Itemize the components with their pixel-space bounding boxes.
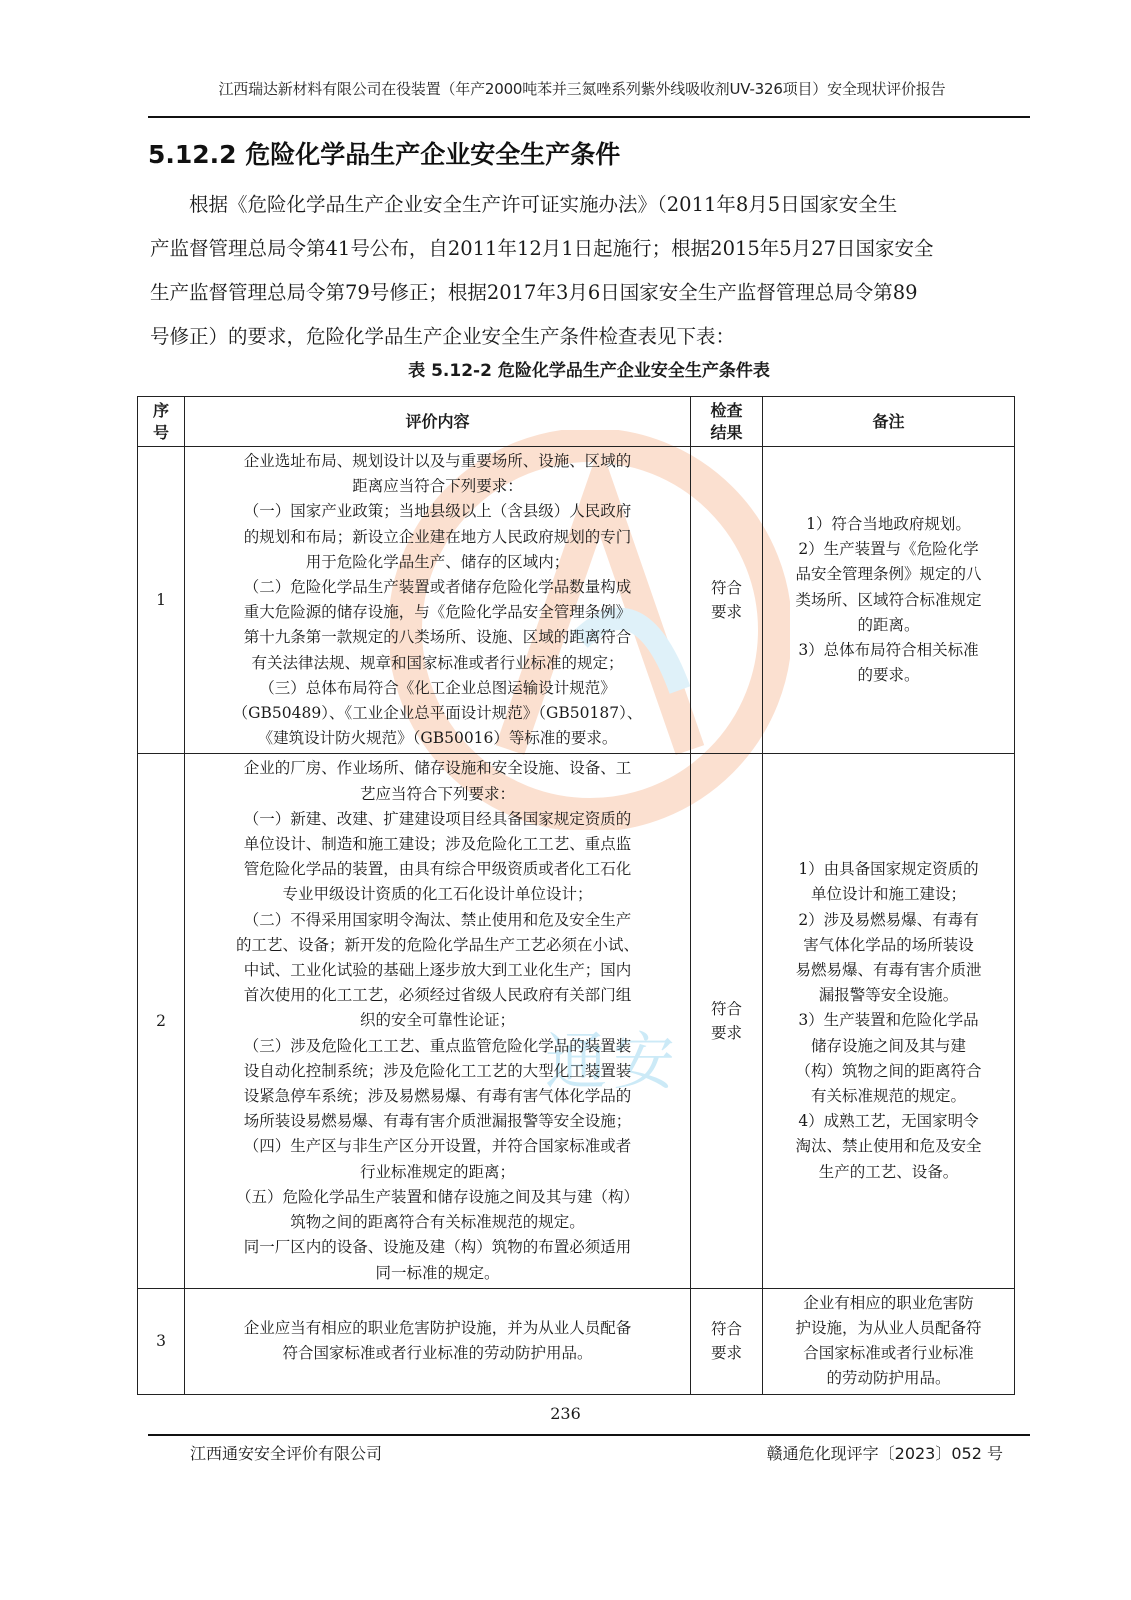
row-note xyxy=(763,1288,1015,1394)
note-line: （构）筑物之间的距离符合 xyxy=(795,1061,982,1080)
content-line: 有关法律法规、规章和国家标准或者行业标准的规定； xyxy=(251,653,624,672)
note-line: 的距离。 xyxy=(857,615,920,634)
note-line: 3）生产装置和危险化学品 xyxy=(798,1011,979,1030)
header-result xyxy=(691,397,763,447)
header-seq-line: 号 xyxy=(152,422,169,442)
row-result xyxy=(691,447,763,754)
header-rule xyxy=(148,116,1030,118)
content-line: 设自动化控制系统；涉及危险化工工艺的大型化工装置装 xyxy=(243,1061,632,1080)
table-caption: 表 5.12-2 危险化学品生产企业安全生产条件表 xyxy=(408,361,770,381)
note-line: 2）涉及易燃易爆、有毒有 xyxy=(798,910,979,929)
note-line: 企业有相应的职业危害防 xyxy=(803,1293,974,1312)
note-line: 害气体化学品的场所装设 xyxy=(803,935,974,954)
note-line: 1）由具备国家规定资质的 xyxy=(798,860,979,879)
note-line: 易燃易爆、有毒有害介质泄 xyxy=(795,961,982,980)
content-line: 同一标准的规定。 xyxy=(375,1263,500,1282)
content-line: 单位设计、制造和施工建设；涉及危险化工工艺、重点监 xyxy=(243,835,632,854)
content-line: 企业的厂房、作业场所、储存设施和安全设施、设备、工 xyxy=(243,759,632,778)
result-line: 要求 xyxy=(710,603,742,622)
note-line: 有关标准规范的规定。 xyxy=(810,1087,966,1106)
row-content xyxy=(185,1288,691,1394)
result-line: 符合 xyxy=(710,579,742,598)
note-line: 品安全管理条例》规定的八 xyxy=(795,565,982,584)
note-line: 类场所、区域符合标准规定 xyxy=(795,590,982,609)
content-line: 行业标准规定的距离； xyxy=(359,1162,515,1181)
content-line: （三）总体布局符合《化工企业总图运输设计规范》 xyxy=(259,678,616,697)
header-result-line: 检查 xyxy=(710,400,743,420)
content-line: 管危险化学品的装置，由具有综合甲级资质或者化工石化 xyxy=(243,860,632,879)
content-line: 艺应当符合下列要求： xyxy=(359,784,515,803)
content-line: 企业选址布局、规划设计以及与重要场所、设施、区域的 xyxy=(243,452,632,470)
note-line: 护设施，为从业人员配备符 xyxy=(795,1318,982,1337)
note-line: 1）符合当地政府规划。 xyxy=(806,515,971,533)
row-result xyxy=(691,754,763,1288)
table-header-row xyxy=(138,397,1015,447)
content-line: 《建筑设计防火规范》（GB50016）等标准的要求。 xyxy=(257,729,618,748)
content-line: （GB50489）、《工业企业总平面设计规范》（GB50187）、 xyxy=(232,704,643,723)
header-seq xyxy=(138,397,185,447)
header-note: 备注 xyxy=(763,397,1015,447)
content-line: 同一厂区内的设备、设施及建（构）筑物的布置必须适用 xyxy=(243,1238,632,1257)
safety-conditions-table xyxy=(137,396,1015,1395)
content-line: 专业甲级设计资质的化工石化设计单位设计； xyxy=(282,885,593,904)
content-line: 首次使用的化工工艺，必须经过省级人民政府有关部门组 xyxy=(243,986,632,1005)
content-line: （四）生产区与非生产区分开设置，并符合国家标准或者 xyxy=(243,1137,632,1156)
table-row xyxy=(138,1288,1015,1394)
row-note xyxy=(763,447,1015,754)
content-line: 筑物之间的距离符合有关标准规范的规定。 xyxy=(290,1213,585,1232)
note-line: 漏报警等安全设施。 xyxy=(818,986,959,1005)
row-note xyxy=(763,754,1015,1288)
watermark-text: 通安 xyxy=(545,1025,682,1098)
row-seq: 1 xyxy=(138,447,185,754)
page-number: 236 xyxy=(550,1404,581,1423)
content-line: 重大危险源的储存设施，与《危险化学品安全管理条例》 xyxy=(243,603,632,622)
content-line: 设紧急停车系统；涉及易燃易爆、有毒有害气体化学品的 xyxy=(243,1087,632,1106)
intro-paragraph xyxy=(150,183,1010,359)
note-line: 合国家标准或者行业标准 xyxy=(803,1344,974,1363)
header-content: 评价内容 xyxy=(185,397,691,447)
note-line: 生产的工艺、设备。 xyxy=(818,1162,959,1181)
note-line: 2）生产装置与《危险化学 xyxy=(798,540,979,559)
header-result-line: 结果 xyxy=(710,422,743,442)
content-line: 织的安全可靠性论证； xyxy=(359,1011,515,1030)
row-content xyxy=(185,754,691,1288)
content-line: （二）不得采用国家明令淘汰、禁止使用和危及安全生产 xyxy=(243,910,632,929)
content-line: （三）涉及危险化工工艺、重点监管危险化学品的装置装 xyxy=(243,1036,632,1055)
content-line: （一）国家产业政策；当地县级以上（含县级）人民政府 xyxy=(243,502,632,521)
result-line: 要求 xyxy=(710,1024,742,1043)
content-line: 距离应当符合下列要求： xyxy=(352,477,523,496)
table-row xyxy=(138,447,1015,754)
footer-doc-number: 赣通危化现评字〔2023〕052 号 xyxy=(766,1444,1003,1463)
result-line: 符合 xyxy=(710,1320,742,1339)
content-line: 的工艺、设备；新开发的危险化学品生产工艺必须在小试、 xyxy=(235,935,639,954)
intro-line: 号修正）的要求，危险化学品生产企业安全生产条件检查表见下表： xyxy=(150,325,736,348)
content-line: 场所装设易燃易爆、有毒有害介质泄漏报警等安全设施； xyxy=(243,1112,632,1131)
content-line: （五）危险化学品生产装置和储存设施之间及其与建（构） xyxy=(235,1187,639,1206)
intro-line: 产监督管理总局令第41号公布，自2011年12月1日起施行；根据2015年5月27日国家安全 xyxy=(150,237,934,260)
content-line: 企业应当有相应的职业危害防护设施，并为从业人员配备 xyxy=(243,1318,632,1337)
footer-rule xyxy=(148,1434,1030,1436)
content-line: 第十九条第一款规定的八类场所、设施、区域的距离符合 xyxy=(243,628,632,647)
intro-line: 生产监督管理总局令第79号修正；根据2017年3月6日国家安全生产监督管理总局令第89 xyxy=(150,281,918,304)
header-seq-line: 序 xyxy=(152,400,169,420)
footer-company: 江西通安安全评价有限公司 xyxy=(190,1444,383,1463)
row-result xyxy=(691,1288,763,1394)
note-line: 4）成熟工艺，无国家明令 xyxy=(798,1112,979,1131)
content-line: 符合国家标准或者行业标准的劳动防护用品。 xyxy=(282,1344,593,1363)
row-seq: 3 xyxy=(138,1288,185,1394)
note-line: 淘汰、禁止使用和危及安全 xyxy=(795,1137,982,1156)
table-row xyxy=(138,754,1015,1288)
content-line: 用于危险化学品生产、储存的区域内； xyxy=(305,552,570,571)
content-line: 中试、工业化试验的基础上逐步放大到工业化生产；国内 xyxy=(243,961,632,980)
content-line: （二）危险化学品生产装置或者储存危险化学品数量构成 xyxy=(243,578,632,597)
note-line: 的劳动防护用品。 xyxy=(826,1369,951,1388)
result-line: 符合 xyxy=(710,1000,742,1019)
report-header: 江西瑞达新材料有限公司在役装置（年产2000吨苯并三氮唑系列紫外线吸收剂UV-326项目）安全现状评价报告 xyxy=(218,80,946,98)
row-seq: 2 xyxy=(138,754,185,1288)
section-title: 5.12.2 危险化学品生产企业安全生产条件 xyxy=(148,140,621,169)
row-content xyxy=(185,447,691,754)
note-line: 3）总体布局符合相关标准 xyxy=(798,641,979,660)
note-line: 的要求。 xyxy=(857,666,920,685)
note-line: 单位设计和施工建设； xyxy=(810,885,966,904)
content-line: 的规划和布局；新设立企业建在地方人民政府规划的专门 xyxy=(243,527,632,546)
note-line: 储存设施之间及其与建 xyxy=(810,1036,966,1055)
intro-line: 根据《危险化学品生产企业安全生产许可证实施办法》（2011年8月5日国家安全生 xyxy=(189,193,898,216)
result-line: 要求 xyxy=(710,1344,742,1363)
content-line: （一）新建、改建、扩建建设项目经具备国家规定资质的 xyxy=(243,809,632,828)
